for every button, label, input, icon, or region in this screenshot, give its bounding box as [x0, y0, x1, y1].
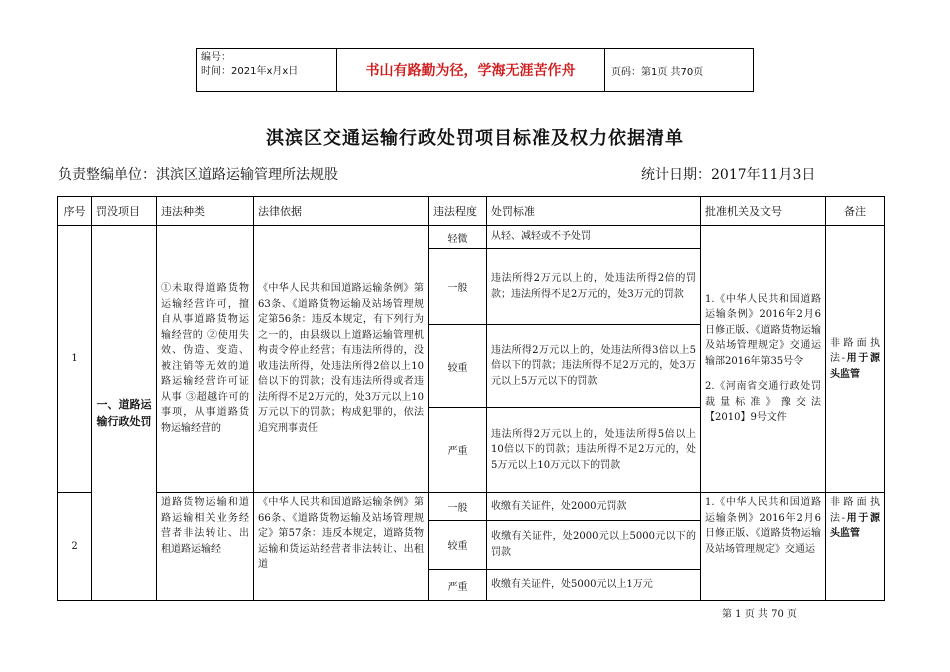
legal-basis: 《中华人民共和国道路运输条例》第63条、《道路货物运输及站场管理规定第56条：违反本规定，有下列行为之一的，由县级以上道路运输管理机构责令停止经营；有违法所得的，没收违法所得，处违法所得2倍以上10倍以下的罚款；没有违法所得或者违法所得不足2万元的，处3万元以上10万元以下的罚款；构成犯罪的，依法追究刑事责任	[254, 225, 429, 492]
authority-cell	[701, 493, 826, 601]
header-cell: 批准机关及文号	[701, 197, 826, 226]
violation-type: ①未取得道路货物运输经营许可，擅自从事道路货物运输经营的 ②使用失效、伪造、变造、被注销等无效的道路运输经营许可证从事 ③超越许可的事项，从事道路货物运输经营的	[157, 225, 254, 492]
authority-cell	[701, 225, 826, 492]
header-cell: 违法种类	[157, 197, 254, 226]
header-cell: 备注	[826, 197, 885, 226]
document-header-box	[196, 48, 754, 92]
violation-degree: 一般	[429, 249, 487, 325]
header-page-label: 页码：第1页 共70页	[611, 66, 704, 78]
statistics-date: 统计日期：2017年11月3日	[641, 167, 816, 183]
page-footer: 第 1 页 共 70 页	[722, 609, 797, 620]
header-meta	[197, 49, 337, 91]
legal-basis: 《中华人民共和国道路运输条例》第66条、《道路货物运输及站场管理规定》第57条：违反本规定，道路货物运输和货运站经营者非法转让、出租道	[254, 493, 429, 601]
table-row	[58, 225, 885, 249]
authority-item: 2.《河南省交通行政处罚裁量标准》豫交法【2010】9号文件	[705, 381, 821, 424]
remark-emphasis: 用于源头监管	[830, 512, 880, 540]
time-label: 时间：2021年x月x日	[201, 66, 299, 77]
header-slogan: 书山有路勤为径，学海无涯苦作舟	[337, 49, 605, 91]
violation-degree: 严重	[429, 570, 487, 601]
penalty-standard: 违法所得2万元以上的，处违法所得2倍的罚款；违法所得不足2万元的，处3万元的罚款	[487, 249, 701, 325]
header-cell: 序号	[58, 197, 92, 226]
violation-degree: 一般	[429, 493, 487, 521]
penalty-standard: 违法所得2万元以上的，处违法所得5倍以上10倍以下的罚款；违法所得不足2万元的，处5万元以上10万元以下的罚款	[487, 407, 701, 492]
penalty-standard: 收缴有关证件，处2000元罚款	[487, 493, 701, 521]
row-number: 1	[58, 225, 92, 492]
table-row	[58, 493, 885, 521]
penalty-table	[57, 196, 885, 601]
category-cell: 一、道路运输行政处罚	[92, 225, 157, 600]
authority-item: 1.《中华人民共和国道路运输条例》2016年2月6日修正版、《道路货物运输及站场管理规定》交通运输部2016年第35号令	[705, 293, 821, 367]
authority-item: 1.《中华人民共和国道路运输条例》2016年2月6日修正版、《道路货物运输及站场管理规定》交通运	[705, 497, 821, 555]
remark-cell	[826, 493, 885, 601]
penalty-standard: 收缴有关证件，处5000元以上1万元	[487, 570, 701, 601]
header-cell: 违法程度	[429, 197, 487, 226]
remark-emphasis: 用于源头监管	[830, 353, 880, 380]
remark-prefix: 非路面执法-	[830, 497, 880, 524]
violation-degree: 较重	[429, 325, 487, 407]
header-cell: 法律依据	[254, 197, 429, 226]
violation-degree: 轻微	[429, 225, 487, 249]
violation-degree: 严重	[429, 407, 487, 492]
violation-type: 道路货物运输和道路运输相关业务经营者非法转让、出租道路运输经	[157, 493, 254, 601]
number-label: 编号：	[201, 52, 231, 63]
remark-prefix: 非路面执法-	[830, 337, 880, 365]
row-number: 2	[58, 493, 92, 601]
page-title: 淇滨区交通运输行政处罚项目标准及权力依据清单	[266, 128, 684, 149]
remark-cell	[826, 225, 885, 492]
penalty-standard: 从轻、减轻或不予处罚	[487, 225, 701, 249]
header-cell: 罚没项目	[92, 197, 157, 226]
header-cell: 处罚标准	[487, 197, 701, 226]
table-header-row	[58, 197, 885, 226]
violation-degree: 较重	[429, 520, 487, 569]
penalty-standard: 违法所得2万元以上的，处违法所得3倍以上5倍以下的罚款；违法所得不足2万元的，处3万元以上5万元以下的罚款	[487, 325, 701, 407]
responsible-unit: 负责整编单位：淇滨区道路运输管理所法规股	[58, 167, 338, 183]
penalty-standard: 收缴有关证件，处2000元以上5000元以下的罚款	[487, 520, 701, 569]
